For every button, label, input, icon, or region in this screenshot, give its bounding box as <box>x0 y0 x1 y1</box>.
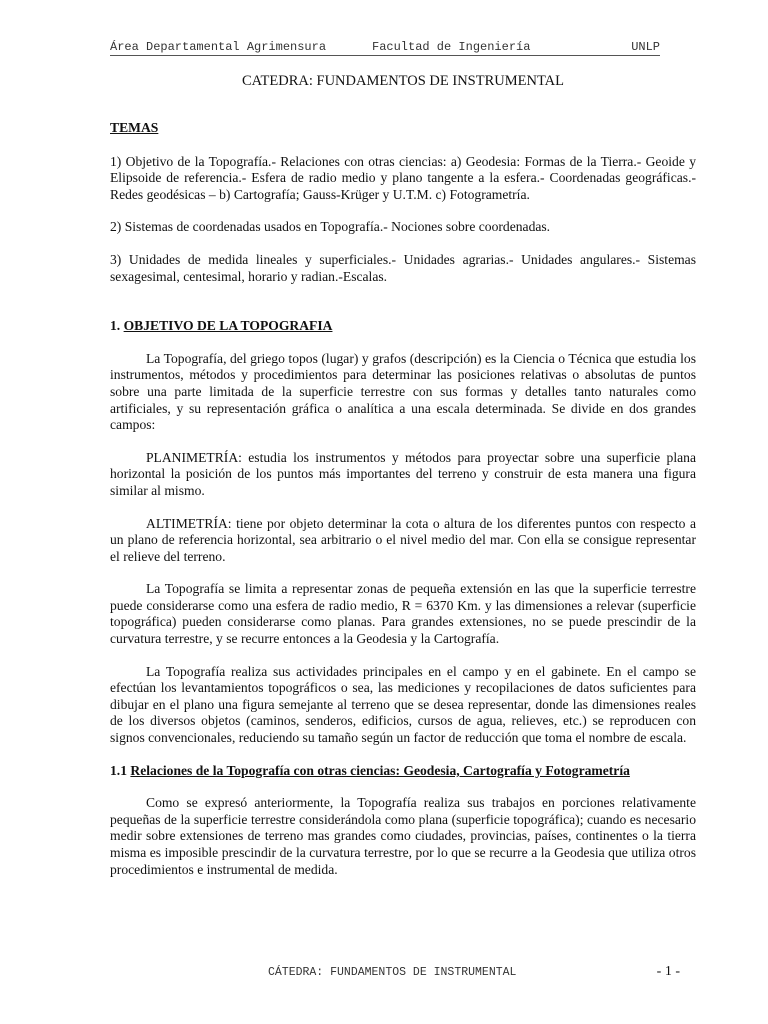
section-1-paragraph: La Topografía se limita a representar zonas de pequeña extensión en las que la superficie terrestre puede considerarse como una esfera de radio medio, R = 6370 Km. y las dimensiones a relevar (superficie topográfica) pueden considerarse como planas. Para grandes extensiones, no se puede prescindir de la curvatura terrestre, y se recurre entonces a la Geodesia y la Cartografía. <box>110 581 696 647</box>
section-1-paragraph: La Topografía realiza sus actividades principales en el campo y en el gabinete. En el campo se efectúan los levantamientos topográficos o sea, las mediciones y recopilaciones de datos suficientes para dibujar en el plano una figura semejante al terreno que se desea representar, donde las dimensiones reales de los diversos objetos (caminos, senderos, edificios, cursos de agua, relieves, etc.) se reproducen con signos convencionales, reduciendo su tamaño según un factor de reducción que toma el nombre de escala. <box>110 663 696 746</box>
section-1-paragraph: PLANIMETRÍA: estudia los instrumentos y métodos para proyectar sobre una superficie plana horizontal la posición de los puntos más importantes del terreno y construir de esta manera una figura similar al mismo. <box>110 449 696 498</box>
section-1-1-title: Relaciones de la Topografía con otras ciencias: Geodesia, Cartografía y Fotogrametría <box>130 762 630 778</box>
header-department: Área Departamental Agrimensura <box>110 40 327 54</box>
section-1-title: OBJETIVO DE LA TOPOGRAFIA <box>123 318 333 334</box>
section-1-paragraph: ALTIMETRÍA: tiene por objeto determinar la cota o altura de los diferentes puntos con respecto a un plano de referencia horizontal, sea arbitrario o el nivel medio del mar. Con ella se consigue representar el relieve del terreno. <box>110 515 696 564</box>
document-title: CATEDRA: FUNDAMENTOS DE INSTRUMENTAL <box>241 73 564 89</box>
document-body <box>110 120 696 878</box>
header-faculty: Facultad de Ingeniería <box>372 40 531 54</box>
section-1-number: 1. <box>110 318 121 334</box>
temas-item-1: 1) Objetivo de la Topografía.- Relaciones con otras ciencias: a) Geodesia: Formas de la Tierra.- Geoide y Elipsoide de referencia.- Esfera de radio medio y plano tangente a la esfera.- Coordenadas geográficas.- Redes geodésicas – b) Cartografía; Gauss-Krüger y U.T.M. c) Fotogrametría. <box>110 153 696 202</box>
footer-course-title: CÁTEDRA: FUNDAMENTOS DE INSTRUMENTAL <box>268 966 517 979</box>
temas-heading: TEMAS <box>110 120 159 135</box>
page-number: - 1 - <box>656 964 680 979</box>
temas-item-2: 2) Sistemas de coordenadas usados en Topografía.- Nociones sobre coordenadas. <box>110 219 551 235</box>
section-1-heading <box>110 318 696 335</box>
section-1-1-paragraph: Como se expresó anteriormente, la Topografía realiza sus trabajos en porciones relativamente pequeñas de la superficie terrestre considerándola como plana (superficie topográfica); cuando es necesario medir sobre extensiones de terreno mas grandes como ciudades, provincias, países, continentes o la tierra misma es imposible prescindir de la curvatura terrestre, por lo que se recurre a la Geodesia que utiliza otros procedimientos e instrumental de medida. <box>110 795 696 877</box>
header-university: UNLP <box>631 40 660 54</box>
section-1-1-number: 1.1 <box>110 762 127 778</box>
running-header <box>110 40 660 56</box>
section-1-1-heading <box>110 763 696 780</box>
temas-item-3: 3) Unidades de medida lineales y superficiales.- Unidades agrarias.- Unidades angulares.- Sistemas sexagesimal, centesimal, horario y radian.-Escalas. <box>110 251 696 284</box>
page-footer <box>110 966 696 980</box>
section-1-paragraph: La Topografía, del griego topos (lugar) y grafos (descripción) es la Ciencia o Técnica que estudia los instrumentos, métodos y procedimientos para determinar las posiciones relativas o absolutas de puntos sobre una parte limitada de la superficie terrestre con sus formas y detalles tanto naturales como artificiales, y su representación gráfica o analítica a una escala determinada. Se divide en dos grandes campos: <box>110 350 696 433</box>
